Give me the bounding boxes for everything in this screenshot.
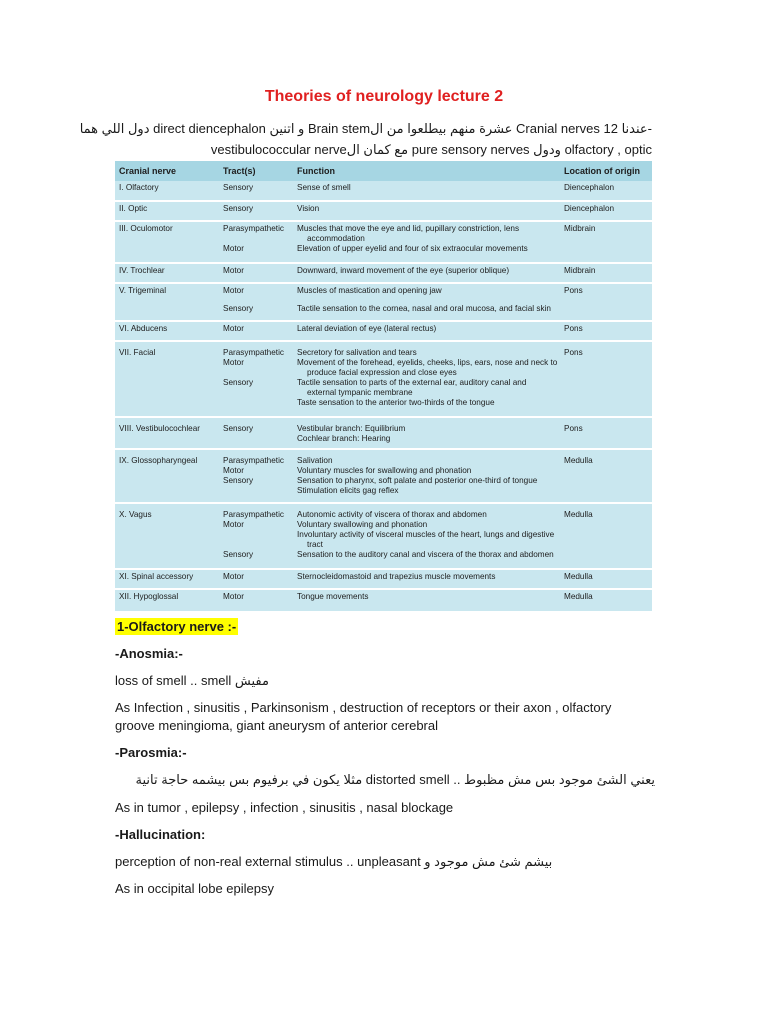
cell-tract: Motor xyxy=(219,569,293,589)
cell-tract: Motor xyxy=(219,589,293,611)
cell-function: Vestibular branch: Equilibrium Cochlear branch: Hearing xyxy=(293,417,560,449)
cell-nerve: XI. Spinal accessory xyxy=(115,569,219,589)
cell-tract: Motor Sensory xyxy=(219,283,293,321)
table-row xyxy=(115,321,652,341)
cell-nerve: VIII. Vestibulocochlear xyxy=(115,417,219,449)
cell-function: Muscles that move the eye and lid, pupillary constriction, lens accommodation Elevation of upper eyelid and four of six extraocular movements xyxy=(293,221,560,263)
hallucination-definition: perception of non-real external stimulus .. unpleasant بيشم شئ مش موجود و xyxy=(115,854,553,869)
cell-function: Muscles of mastication and opening jaw Tactile sensation to the cornea, nasal and oral mucosa, and facial skin xyxy=(293,283,560,321)
header-function: Function xyxy=(293,161,560,181)
anosmia-definition: loss of smell .. smell مفيش xyxy=(115,673,269,688)
cell-origin: Pons xyxy=(560,341,652,417)
section-heading-olfactory: 1-Olfactory nerve :- xyxy=(117,619,237,634)
table-row xyxy=(115,221,652,263)
cell-origin: Midbrain xyxy=(560,221,652,263)
cell-tract: Sensory xyxy=(219,201,293,221)
table-row xyxy=(115,201,652,221)
document-title: Theories of neurology lecture 2 xyxy=(264,88,504,105)
table-header-row xyxy=(115,161,652,181)
cell-origin: Medulla xyxy=(560,449,652,503)
table-row xyxy=(115,263,652,283)
table-row xyxy=(115,283,652,321)
cell-origin: Medulla xyxy=(560,589,652,611)
cell-origin: Diencephalon xyxy=(564,183,615,192)
cell-tract: Parasympathetic Motor Sensory xyxy=(219,449,293,503)
cell-nerve: IV. Trochlear xyxy=(115,263,219,283)
cell-function: Downward, inward movement of the eye (superior oblique) xyxy=(293,263,560,283)
cell-tract: Sensory xyxy=(223,183,254,192)
hallucination-heading: -Hallucination: xyxy=(115,827,206,842)
table-row xyxy=(115,417,652,449)
cell-function: Sternocleidomastoid and trapezius muscle movements xyxy=(293,569,560,589)
hallucination-causes: As in occipital lobe epilepsy xyxy=(115,881,274,896)
table-row xyxy=(115,449,652,503)
cell-tract: Motor xyxy=(219,321,293,341)
table-row xyxy=(115,503,652,569)
cell-function: Lateral deviation of eye (lateral rectus) xyxy=(293,321,560,341)
parosmia-causes: As in tumor , epilepsy , infection , sinusitis , nasal blockage xyxy=(115,800,454,815)
table-row xyxy=(115,589,652,611)
parosmia-heading: -Parosmia:- xyxy=(115,745,187,760)
cell-origin: Diencephalon xyxy=(560,201,652,221)
cell-tract: Parasympathetic Motor Sensory xyxy=(219,341,293,417)
header-cranial-nerve: Cranial nerve xyxy=(115,161,219,181)
cell-tract: Motor xyxy=(219,263,293,283)
intro-line-2: olfactory , optic ودول pure sensory nerves مع كمان الvestibulococcular nerve xyxy=(210,142,652,157)
cell-function: Tongue movements xyxy=(293,589,560,611)
table-row xyxy=(115,181,652,201)
intro-line-1: -عندنا 12 Cranial nerves عشرة منهم بيطلعوا من الBrain stem و اتنين direct diencephalon دول اللي هما xyxy=(79,121,652,136)
anosmia-causes-line-2: groove meningioma, giant aneurysm of anterior cerebral xyxy=(115,718,439,733)
anosmia-causes-line-1: As Infection , sinusitis , Parkinsonism , destruction of receptors or their axon , olfactory xyxy=(115,700,612,715)
cell-nerve: III. Oculomotor xyxy=(115,221,219,263)
table-row xyxy=(115,569,652,589)
cell-tract: Sensory xyxy=(219,417,293,449)
intro-paragraph xyxy=(79,118,652,160)
parosmia-definition: يعني الشئ موجود بس مش مظبوط .. distorted smell مثلا يكون في برفيوم بس بيشمه حاجة تانية xyxy=(135,772,655,787)
cell-nerve: X. Vagus xyxy=(115,503,219,569)
cell-nerve: I. Olfactory xyxy=(119,183,159,192)
cell-function: Sense of smell xyxy=(297,183,351,192)
table-row xyxy=(115,341,652,417)
cell-origin: Midbrain xyxy=(560,263,652,283)
cell-nerve: XII. Hypoglossal xyxy=(115,589,219,611)
cell-function: Vision xyxy=(293,201,560,221)
cell-tract: Parasympathetic Motor Sensory xyxy=(219,503,293,569)
cell-origin: Pons xyxy=(560,321,652,341)
cell-nerve: VII. Facial xyxy=(115,341,219,417)
header-tracts: Tract(s) xyxy=(219,161,293,181)
cell-nerve: II. Optic xyxy=(115,201,219,221)
cell-tract: Parasympathetic Motor xyxy=(219,221,293,263)
cell-origin: Pons xyxy=(560,283,652,321)
cell-origin: Medulla xyxy=(560,569,652,589)
cranial-nerves-table xyxy=(115,161,652,611)
cell-function: Salivation Voluntary muscles for swallowing and phonation Sensation to pharynx, soft palate and posterior one-third of tongue Stimulation elicits gag reflex xyxy=(293,449,560,503)
cell-function: Secretory for salivation and tears Movement of the forehead, eyelids, cheeks, lips, ears, nose and neck to produce facial expression and close eyes Tactile sensation to parts of the external ear, auditory canal and external tympanic membrane Taste sensation to the anterior two-thirds of the tongue xyxy=(293,341,560,417)
header-location-of-origin: Location of origin xyxy=(560,161,652,181)
cell-origin: Pons xyxy=(560,417,652,449)
cell-nerve: IX. Glossopharyngeal xyxy=(115,449,219,503)
cell-nerve: VI. Abducens xyxy=(115,321,219,341)
cell-origin: Medulla xyxy=(560,503,652,569)
cell-function: Autonomic activity of viscera of thorax and abdomen Voluntary swallowing and phonation Involuntary activity of visceral muscles of the heart, lungs and digestive tract Sensation to the auditory canal and viscera of the thorax and abdomen xyxy=(293,503,560,569)
anosmia-heading: -Anosmia:- xyxy=(115,646,183,661)
cell-nerve: V. Trigeminal xyxy=(115,283,219,321)
